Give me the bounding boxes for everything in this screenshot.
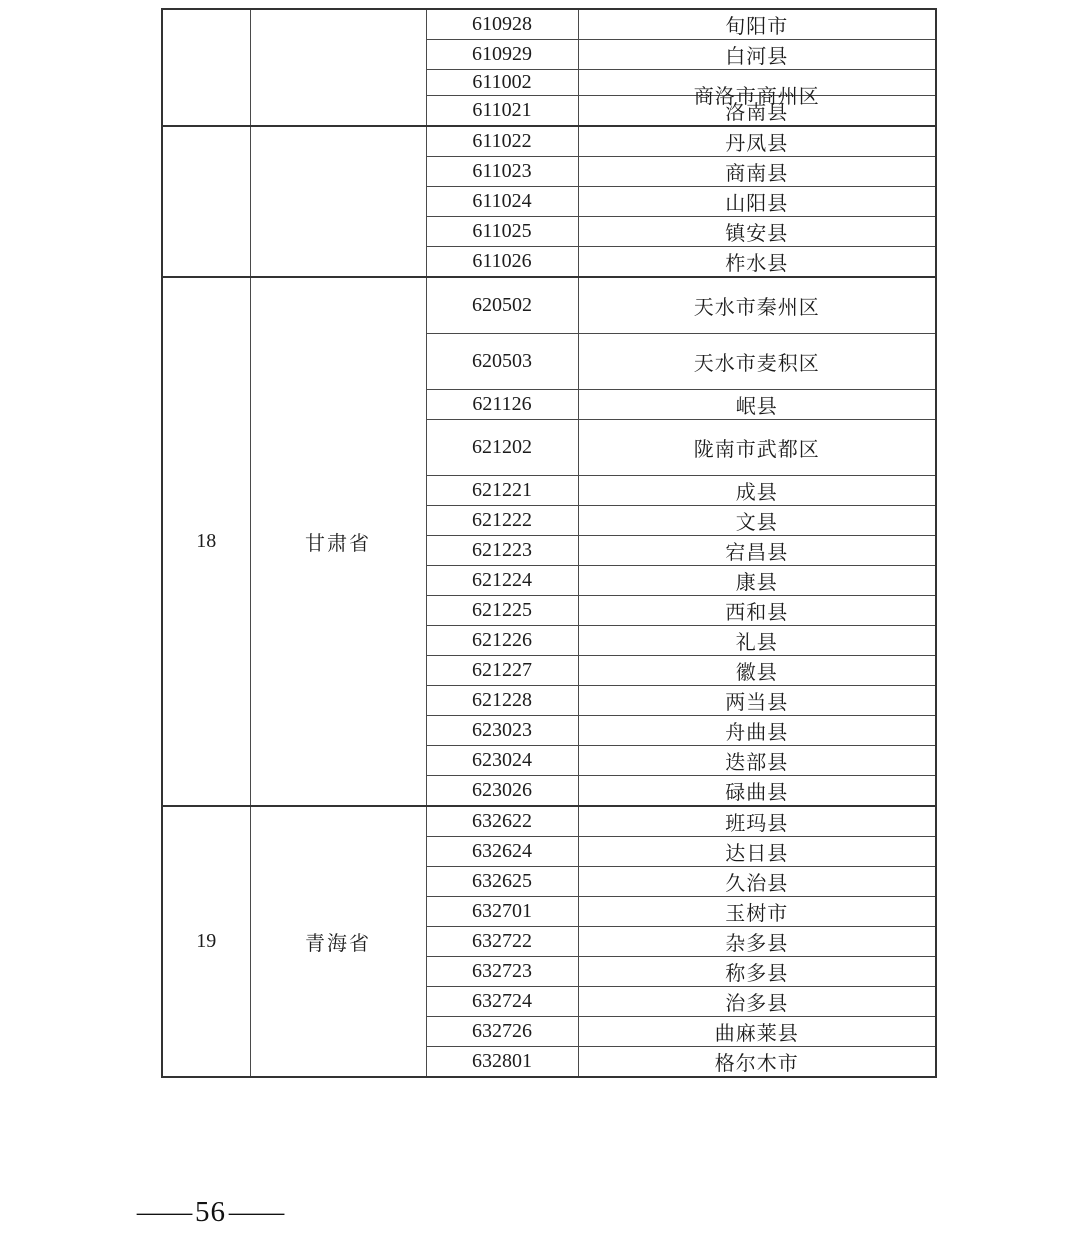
code-cell: 632624 xyxy=(426,836,578,866)
code-cell: 621224 xyxy=(426,565,578,595)
table-row xyxy=(162,9,936,40)
county-name-cell xyxy=(578,40,936,70)
county-name-cell xyxy=(578,625,936,655)
county-name-text: 杂多县 xyxy=(725,932,789,955)
code-cell: 623024 xyxy=(426,745,578,775)
county-name-cell xyxy=(578,836,936,866)
code-cell: 632622 xyxy=(426,806,578,837)
county-name-text: 徽县 xyxy=(735,661,778,684)
code-cell: 632625 xyxy=(426,866,578,896)
code-cell: 632724 xyxy=(426,986,578,1016)
county-name-cell xyxy=(578,806,936,837)
county-name-text: 治多县 xyxy=(725,992,789,1015)
county-name-text: 玉树市 xyxy=(725,902,789,925)
county-name-cell xyxy=(578,70,936,108)
table-row xyxy=(162,277,936,333)
county-name-text: 镇安县 xyxy=(725,223,789,245)
county-name-cell xyxy=(578,775,936,806)
county-name-text: 旬阳市 xyxy=(725,16,789,38)
code-cell: 621223 xyxy=(426,535,578,565)
county-name-text: 达日县 xyxy=(725,842,789,865)
county-name-text: 成县 xyxy=(735,481,778,504)
county-name-cell xyxy=(578,866,936,896)
code-cell: 611022 xyxy=(426,126,578,157)
row-number-cell: 18 xyxy=(162,277,250,806)
county-name-cell xyxy=(578,389,936,419)
county-name-cell xyxy=(578,505,936,535)
code-cell: 611021 xyxy=(426,96,578,127)
county-name-cell xyxy=(578,247,936,278)
code-cell: 632726 xyxy=(426,1016,578,1046)
county-name-cell xyxy=(578,565,936,595)
county-name-text: 久治县 xyxy=(725,872,789,895)
county-name-text: 礼县 xyxy=(735,631,778,654)
table-body xyxy=(162,9,936,1077)
code-cell: 621227 xyxy=(426,655,578,685)
code-cell: 632701 xyxy=(426,896,578,926)
county-name-text: 宕昌县 xyxy=(725,541,789,564)
code-cell: 621221 xyxy=(426,475,578,505)
county-name-cell xyxy=(578,896,936,926)
county-name-text: 洛南县 xyxy=(725,102,789,124)
county-name-cell xyxy=(578,333,936,389)
county-name-cell xyxy=(578,1016,936,1046)
code-cell: 621126 xyxy=(426,389,578,419)
region-code-table xyxy=(161,8,937,1078)
county-name-cell xyxy=(578,715,936,745)
code-cell: 620502 xyxy=(426,277,578,333)
code-cell: 621222 xyxy=(426,505,578,535)
county-name-text: 舟曲县 xyxy=(725,721,789,744)
county-name-cell xyxy=(578,986,936,1016)
province-cell xyxy=(250,9,426,126)
county-name-cell xyxy=(578,535,936,565)
county-name-cell xyxy=(578,685,936,715)
county-name-cell xyxy=(578,655,936,685)
table-row xyxy=(162,806,936,837)
table-row xyxy=(162,126,936,157)
county-name-text: 商洛市商州区 xyxy=(693,86,820,108)
county-name-text: 康县 xyxy=(735,571,778,594)
county-name-cell xyxy=(578,157,936,187)
code-cell: 632801 xyxy=(426,1046,578,1077)
county-name-text: 班玛县 xyxy=(725,812,789,835)
county-name-cell xyxy=(578,9,936,40)
code-cell: 611023 xyxy=(426,157,578,187)
row-number-cell xyxy=(162,9,250,126)
county-name-cell xyxy=(578,745,936,775)
code-cell: 620503 xyxy=(426,333,578,389)
county-name-text: 曲麻莱县 xyxy=(714,1022,799,1045)
county-name-text: 商南县 xyxy=(725,163,789,185)
county-name-text: 两当县 xyxy=(725,691,789,714)
county-name-cell xyxy=(578,595,936,625)
county-name-text: 丹凤县 xyxy=(725,133,789,155)
code-cell: 621228 xyxy=(426,685,578,715)
county-name-cell xyxy=(578,956,936,986)
county-name-text: 岷县 xyxy=(735,395,778,418)
code-cell: 611026 xyxy=(426,247,578,278)
county-name-text: 陇南市武都区 xyxy=(693,438,820,461)
county-name-cell xyxy=(578,277,936,333)
code-cell: 610929 xyxy=(426,40,578,70)
code-cell: 632723 xyxy=(426,956,578,986)
page-footer xyxy=(136,1192,285,1232)
county-name-text: 天水市麦积区 xyxy=(693,352,820,375)
footer-right-dash: — xyxy=(228,1195,285,1228)
code-cell: 610928 xyxy=(426,9,578,40)
county-name-text: 山阳县 xyxy=(725,193,789,215)
code-cell: 621226 xyxy=(426,625,578,655)
province-cell: 甘肃省 xyxy=(250,277,426,806)
county-name-cell xyxy=(578,419,936,475)
code-cell: 621225 xyxy=(426,595,578,625)
page-number: 56 xyxy=(195,1195,226,1228)
footer-left-dash: — xyxy=(136,1195,193,1228)
county-name-cell xyxy=(578,926,936,956)
county-name-text: 西和县 xyxy=(725,601,789,624)
code-cell: 632722 xyxy=(426,926,578,956)
code-cell: 621202 xyxy=(426,419,578,475)
province-cell: 青海省 xyxy=(250,806,426,1077)
county-name-text: 格尔木市 xyxy=(714,1052,799,1075)
county-name-text: 柞水县 xyxy=(725,253,789,275)
province-cell xyxy=(250,126,426,277)
county-name-cell xyxy=(578,187,936,217)
county-name-text: 迭部县 xyxy=(725,751,789,774)
county-name-cell xyxy=(578,475,936,505)
county-name-text: 称多县 xyxy=(725,962,789,985)
county-name-text: 白河县 xyxy=(725,46,789,68)
row-number-cell xyxy=(162,126,250,277)
county-name-cell xyxy=(578,126,936,157)
county-name-text: 天水市秦州区 xyxy=(693,296,820,319)
code-cell: 611024 xyxy=(426,187,578,217)
code-cell: 623023 xyxy=(426,715,578,745)
row-number-cell: 19 xyxy=(162,806,250,1077)
county-name-text: 文县 xyxy=(735,511,778,534)
county-name-cell xyxy=(578,1046,936,1077)
code-cell: 611002 xyxy=(426,70,578,96)
code-cell: 623026 xyxy=(426,775,578,806)
code-cell: 611025 xyxy=(426,217,578,247)
county-name-text: 碌曲县 xyxy=(725,781,789,804)
county-name-cell xyxy=(578,217,936,247)
